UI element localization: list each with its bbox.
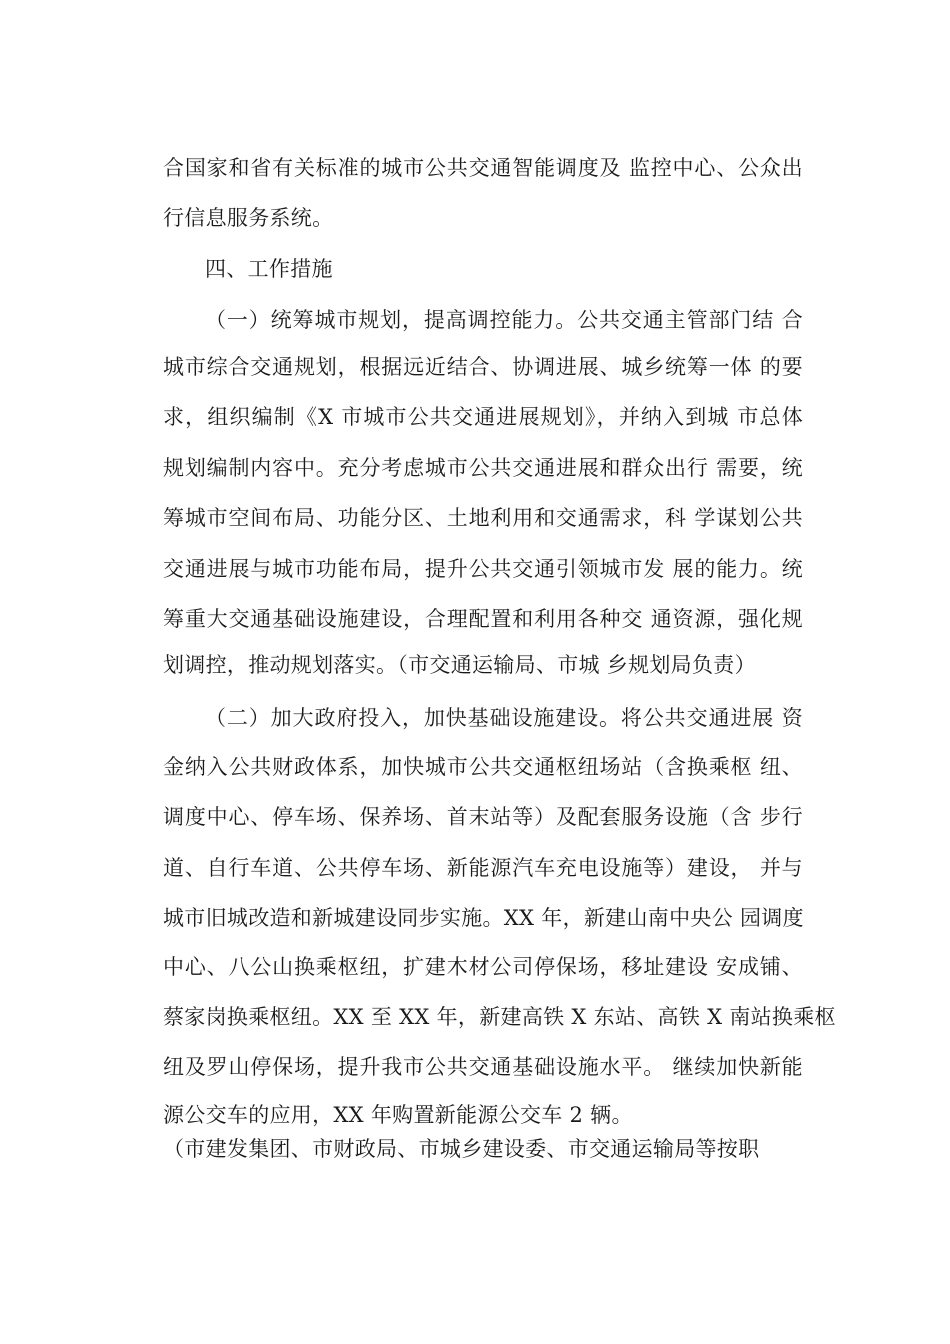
- paragraph-line: 纽及罗山停保场，提升我市公共交通基础设施水平。 继续加快新能: [163, 1055, 803, 1079]
- section-heading: 四、工作措施: [205, 257, 333, 281]
- paragraph-line: 城市旧城改造和新城建设同步实施。XX 年，新建山南中央公 园调度: [163, 906, 804, 930]
- paragraph-line: 筹城市空间布局、功能分区、土地利用和交通需求，科 学谋划公共: [163, 506, 803, 530]
- paragraph-line: 合国家和省有关标准的城市公共交通智能调度及 监控中心、公众出: [163, 156, 803, 180]
- paragraph-line: 求，组织编制《X 市城市公共交通进展规划》，并纳入到城 市总体: [163, 405, 803, 429]
- paragraph-line: 行信息服务系统。: [163, 206, 334, 230]
- paragraph-line: 蔡家岗换乘枢纽。XX 至 XX 年，新建高铁 X 东站、高铁 X 南站换乘枢: [163, 1005, 836, 1029]
- paragraph-line: （一）统筹城市规划，提高调控能力。公共交通主管部门结 合: [205, 308, 803, 332]
- paragraph-line: 交通进展与城市功能布局，提升公共交通引领城市发 展的能力。统: [163, 557, 803, 581]
- paragraph-line: 筹重大交通基础设施建设，合理配置和利用各种交 通资源，强化规: [163, 607, 803, 631]
- paragraph-line: 金纳入公共财政体系，加快城市公共交通枢纽场站（含换乘枢 纽、: [163, 755, 803, 779]
- paragraph-line: 中心、八公山换乘枢纽，扩建木材公司停保场，移址建设 安成铺、: [163, 955, 803, 979]
- paragraph-line: 源公交车的应用，XX 年购置新能源公交车 2 辆。: [163, 1103, 633, 1127]
- paragraph-line: （市建发集团、市财政局、市城乡建设委、市交通运输局等按职: [163, 1137, 760, 1161]
- paragraph-line: 调度中心、停车场、保养场、首末站等）及配套服务设施（含 步行: [163, 805, 803, 829]
- paragraph-line: 道、自行车道、公共停车场、新能源汽车充电设施等）建设， 并与: [163, 856, 803, 880]
- paragraph-line: 划调控，推动规划落实。（市交通运输局、市城 乡规划局负责）: [163, 653, 756, 677]
- paragraph-line: 城市综合交通规划，根据远近结合、协调进展、城乡统筹一体 的要: [163, 355, 803, 379]
- paragraph-line: （二）加大政府投入，加快基础设施建设。将公共交通进展 资: [205, 706, 803, 730]
- paragraph-line: 规划编制内容中。充分考虑城市公共交通进展和群众出行 需要，统: [163, 456, 803, 480]
